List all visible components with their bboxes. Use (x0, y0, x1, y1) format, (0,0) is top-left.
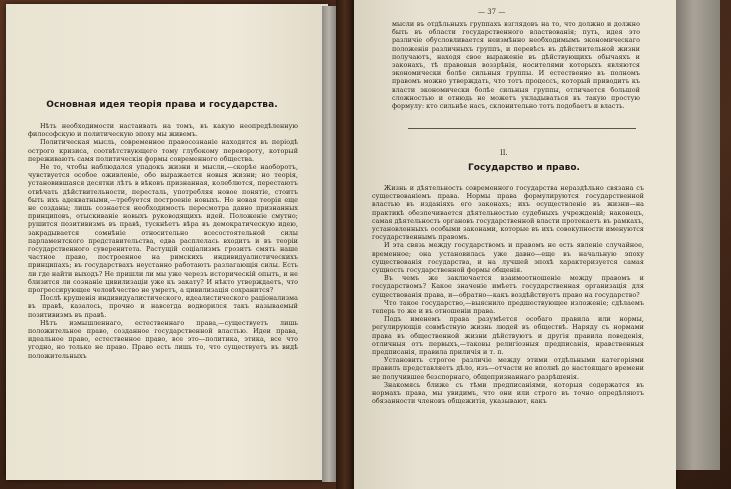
section-divider (408, 128, 636, 129)
page-number: — 37 — (478, 8, 506, 16)
paragraph: Знакомясь ближе съ тѣми предписаніями, которыя содержатся въ нормахъ права, мы увидимъ, что они или строго въ точно опредѣляютъ обязанности членовъ общежитія, указывают, какъ (372, 380, 644, 406)
paragraph: Нѣть необходимости настаивать на томъ, въ какую неопредѣленную философскую и политическую эпоху мы живемъ. (28, 122, 298, 139)
paragraph: мысли въ отдѣльныхъ группахъ взглядовъ на то, что должно и должно быть въ области государственного властвованія; путь, идея это различіе обусловливается неизмѣнно необходимымъ экономическаго положенія различныхъ группъ, и перевѣсъ въ дѣйствительной жизни получаютъ, находя свое выраженіе въ дѣйствующихъ обычаяхъ и законахъ, тѣ правовыя воззрѣнія, носителями которыхъ являются экономически болѣе сильныя группы. И естественно въ полномъ правомъ можно утверждать, что тотъ процессъ, который приводитъ къ власти экономически болѣе сильныя группы, отличается большой сложностью и отнюдь не можетъ укладываться въ такую простую формулу: кто сильнѣе насъ, склонительно тотъ подобаетъ и власть. (392, 20, 640, 111)
section-title: Государство и право. (468, 163, 580, 173)
paragraph: Не то, чтобы наблюдался упадокъ жизни и мысли,—скорѣе наоборотъ, чувствуется особое оживленіе, обо выражается новыя жизни; но теорія, установившаяся десятки лѣтъ в вѣковъ признанная, колеблются, перестаютъ отвѣчать дѣйствительности, пересталь, употребляя новое понятіе, стоитъ быть ихъ адекватными,—требуется построеніе новыхъ. Но новая теорія еще не созданы; лишь сознается необходимость пересмотра давно признанных принциповъ, отыскиваніе новыхъ руководящихъ идей. Положеніе смутно; рушится позитивизмъ въ правѣ, тускнѣетъ вѣра въ демократическую идею, закрадывается сомнѣніе относительно всесостоятельной силы парламентского представительства, едва расплелась входитъ и въ теоріи государственного суверенитета. Растущій соціализмъ грозитъ смять наше частное право, построенное на римскихъ индивидуалистическихъ принципахъ; въ государствахъ неустанно работаютъ разлагающія силы. Есть ли где найти выходъ? Не пришли ли мы уже черезъ историческій опытъ, и не близится ли сознаніе цивилизаціи уже къ закату? И нѣкто утверждаетъ, что прогрессирующее человѣчество не умретъ, а цивилизація сохранится? (28, 163, 298, 295)
paragraph: Установить строгое различіе между этими отдѣльными категоріями правилъ представляетъ дѣло, изъ—отчасти не вполнѣ до настоящаго времени не получившее безспорнаго, общепризнаннаго разрѣшенія. (372, 356, 644, 381)
right-page-top-paragraph (392, 20, 640, 110)
left-page-body (28, 122, 298, 360)
paragraph: Нѣтъ измышленнаго, естественнаго права,—существуетъ лишь положительное право, созданное государственной властью. Идеи права, идеальное право, естественное право, все это—политика, этика, все что угодно, но только не право. Право есть лишь то, что существуетъ въ видѣ положительныхъ (28, 318, 298, 360)
paragraph: Политическая мысль, современное правосознаніе находятся въ періодѣ острого кризиса, соотвѣтствующего тому глубокому перевороту, который переживаютъ самя политическія формы современного общества. (28, 138, 298, 163)
right-page-body (372, 184, 644, 405)
right-book-edge (676, 0, 720, 470)
left-book-edge (322, 6, 336, 482)
paragraph: Въ чемъ же заключается взаимоотношеніе между правомъ и государствомъ? Какое значеніе имѣетъ государственная организація для существованія права, и—обратно—какъ воздѣйствуетъ право на государство? (372, 274, 644, 299)
section-number: II. (500, 149, 508, 157)
paragraph: Что такое государство,—выяснило предшествующее изложеніе; сдѣлаемъ теперь то же и въ отношеніи права. (372, 298, 644, 316)
paragraph: И эта связь между государствомъ и правомъ не есть явленіе случайное, временное; она установилась уже давно—еще въ начальную эпоху существованія государства, и на лучшей эпохѣ характеризуется самая сущность государственной формы общенія. (372, 241, 644, 275)
paragraph: Подъ именемъ права разумѣется особаго правила или нормы, регулирующія совмѣстную жизнь людей въ обществѣ. Наряду съ нормами права въ общественной жизни дѣйствуютъ и другія правила поведенія, отличныя отъ первыхъ,—таковы религіозныя предписанія, нравственныя предписанія, правила приличія и т. п. (372, 315, 644, 357)
book-spine (336, 0, 354, 489)
paragraph: Жизнь и дѣятельность современного государства нераздѣльно связана съ существованіемъ права. Нормы права формулируются государственной властью въ изданіяхъ его законахъ; ихъ осуществленіе въ жизни—на практикѣ обезпечивается дѣятельностью судебныхъ учрежденій; наконецъ, самая дѣятельность органовъ государственной власти протекаетъ въ рамкахъ, установленныхъ особыми законами, которые въ ихъ совокупности именуются государственнымъ правомъ. (372, 184, 644, 242)
chapter-heading: Основная идея теорія права и государства. (46, 100, 278, 110)
paragraph: Послѣ крушенія индивидуалистического, идеалистического раціонализма въ правѣ, казалось, прочно и навсегда водворился такъ называемый позитивизмъ въ правѣ. (28, 294, 298, 319)
